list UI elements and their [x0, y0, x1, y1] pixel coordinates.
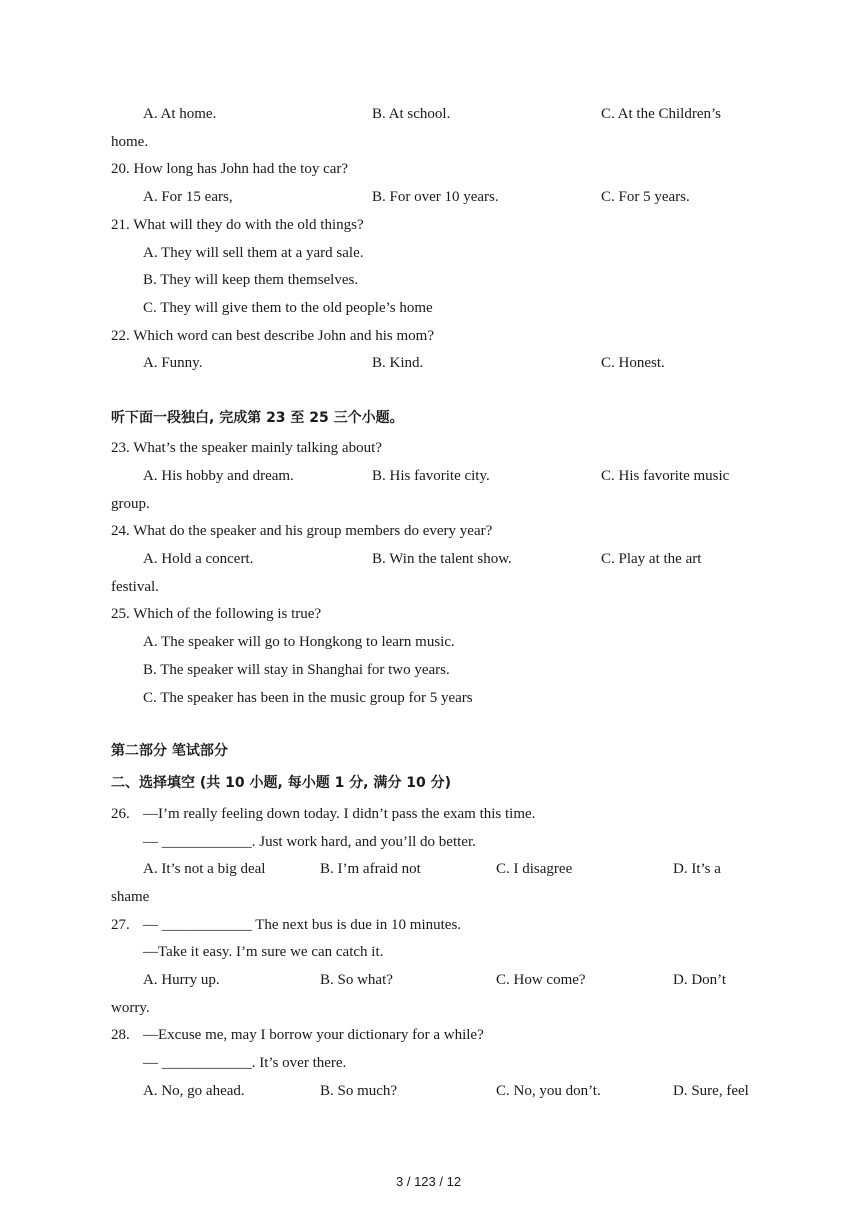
page-number-footer: 3 / 123 / 12 — [396, 1174, 462, 1189]
q27-option-a: A. Hurry up. — [143, 972, 220, 988]
q19-option-b: B. At school. — [372, 106, 451, 122]
q27-dialogue-line2: —Take it easy. I’m sure we can catch it. — [143, 944, 384, 960]
q28-dialogue-line1: —Excuse me, may I borrow your dictionary for a while? — [143, 1027, 484, 1043]
q27-option-d: D. Don’t — [673, 972, 727, 988]
q26-option-a: A. It’s not a big deal — [143, 861, 266, 877]
q28-option-c: C. No, you don’t. — [496, 1083, 601, 1099]
q26-dialogue-line2: — ____________. Just work hard, and you’ll do better. — [143, 834, 476, 850]
q25-option-a: A. The speaker will go to Hongkong to learn music. — [143, 634, 455, 650]
q25-option-b: B. The speaker will stay in Shanghai for two years. — [143, 662, 450, 678]
q26-number: 26. — [111, 806, 130, 822]
q27-option-c: C. How come? — [496, 972, 586, 988]
q21-option-c: C. They will give them to the old people’s home — [143, 300, 433, 316]
q25-option-c: C. The speaker has been in the music group for 5 years — [143, 690, 473, 706]
q24-option-continuation: festival. — [111, 579, 159, 595]
q23-option-c: C. His favorite music — [601, 468, 730, 484]
q26-option-d: D. It’s a — [673, 861, 721, 877]
q27-option-continuation: worry. — [111, 1000, 150, 1016]
q21-option-b: B. They will keep them themselves. — [143, 272, 359, 288]
q26-option-c: C. I disagree — [496, 861, 573, 877]
q23-option-a: A. His hobby and dream. — [143, 468, 294, 484]
part2-subtitle: 二、选择填空 (共 10 小题, 每小题 1 分, 满分 10 分) — [111, 775, 452, 791]
q24-stem: 24. What do the speaker and his group members do every year? — [111, 523, 493, 539]
q27-option-b: B. So what? — [320, 972, 393, 988]
part2-title: 第二部分 笔试部分 — [111, 743, 228, 759]
q28-option-a: A. No, go ahead. — [143, 1083, 245, 1099]
q26-option-b: B. I’m afraid not — [320, 861, 421, 877]
q25-stem: 25. Which of the following is true? — [111, 606, 322, 622]
q27-number: 27. — [111, 917, 130, 933]
q28-number: 28. — [111, 1027, 130, 1043]
q27-dialogue-line1: — ____________ The next bus is due in 10 minutes. — [143, 917, 462, 933]
q19-option-a: A. At home. — [143, 106, 217, 122]
q22-option-c: C. Honest. — [601, 355, 665, 371]
q24-option-c: C. Play at the art — [601, 551, 702, 567]
q23-option-b: B. His favorite city. — [372, 468, 490, 484]
q22-option-b: B. Kind. — [372, 355, 424, 371]
q19-option-continuation: home. — [111, 134, 149, 150]
q20-option-a: A. For 15 ears, — [143, 189, 233, 205]
q20-stem: 20. How long has John had the toy car? — [111, 161, 349, 177]
q20-option-b: B. For over 10 years. — [372, 189, 499, 205]
q23-option-continuation: group. — [111, 496, 150, 512]
q20-option-c: C. For 5 years. — [601, 189, 690, 205]
q21-stem: 21. What will they do with the old things? — [111, 217, 364, 233]
q28-option-d: D. Sure, feel — [673, 1083, 749, 1099]
q26-dialogue-line1: —I’m really feeling down today. I didn’t pass the exam this time. — [143, 806, 536, 822]
q22-stem: 22. Which word can best describe John and his mom? — [111, 328, 434, 344]
q23-stem: 23. What’s the speaker mainly talking about? — [111, 440, 382, 456]
q26-option-continuation: shame — [111, 889, 150, 905]
q28-dialogue-line2: — ____________. It’s over there. — [143, 1055, 347, 1071]
q22-option-a: A. Funny. — [143, 355, 203, 371]
q24-option-b: B. Win the talent show. — [372, 551, 512, 567]
q28-option-b: B. So much? — [320, 1083, 398, 1099]
listening-section-instruction: 听下面一段独白, 完成第 23 至 25 三个小题。 — [111, 410, 404, 426]
q19-option-c: C. At the Children’s — [601, 106, 721, 122]
q21-option-a: A. They will sell them at a yard sale. — [143, 245, 364, 261]
q24-option-a: A. Hold a concert. — [143, 551, 254, 567]
